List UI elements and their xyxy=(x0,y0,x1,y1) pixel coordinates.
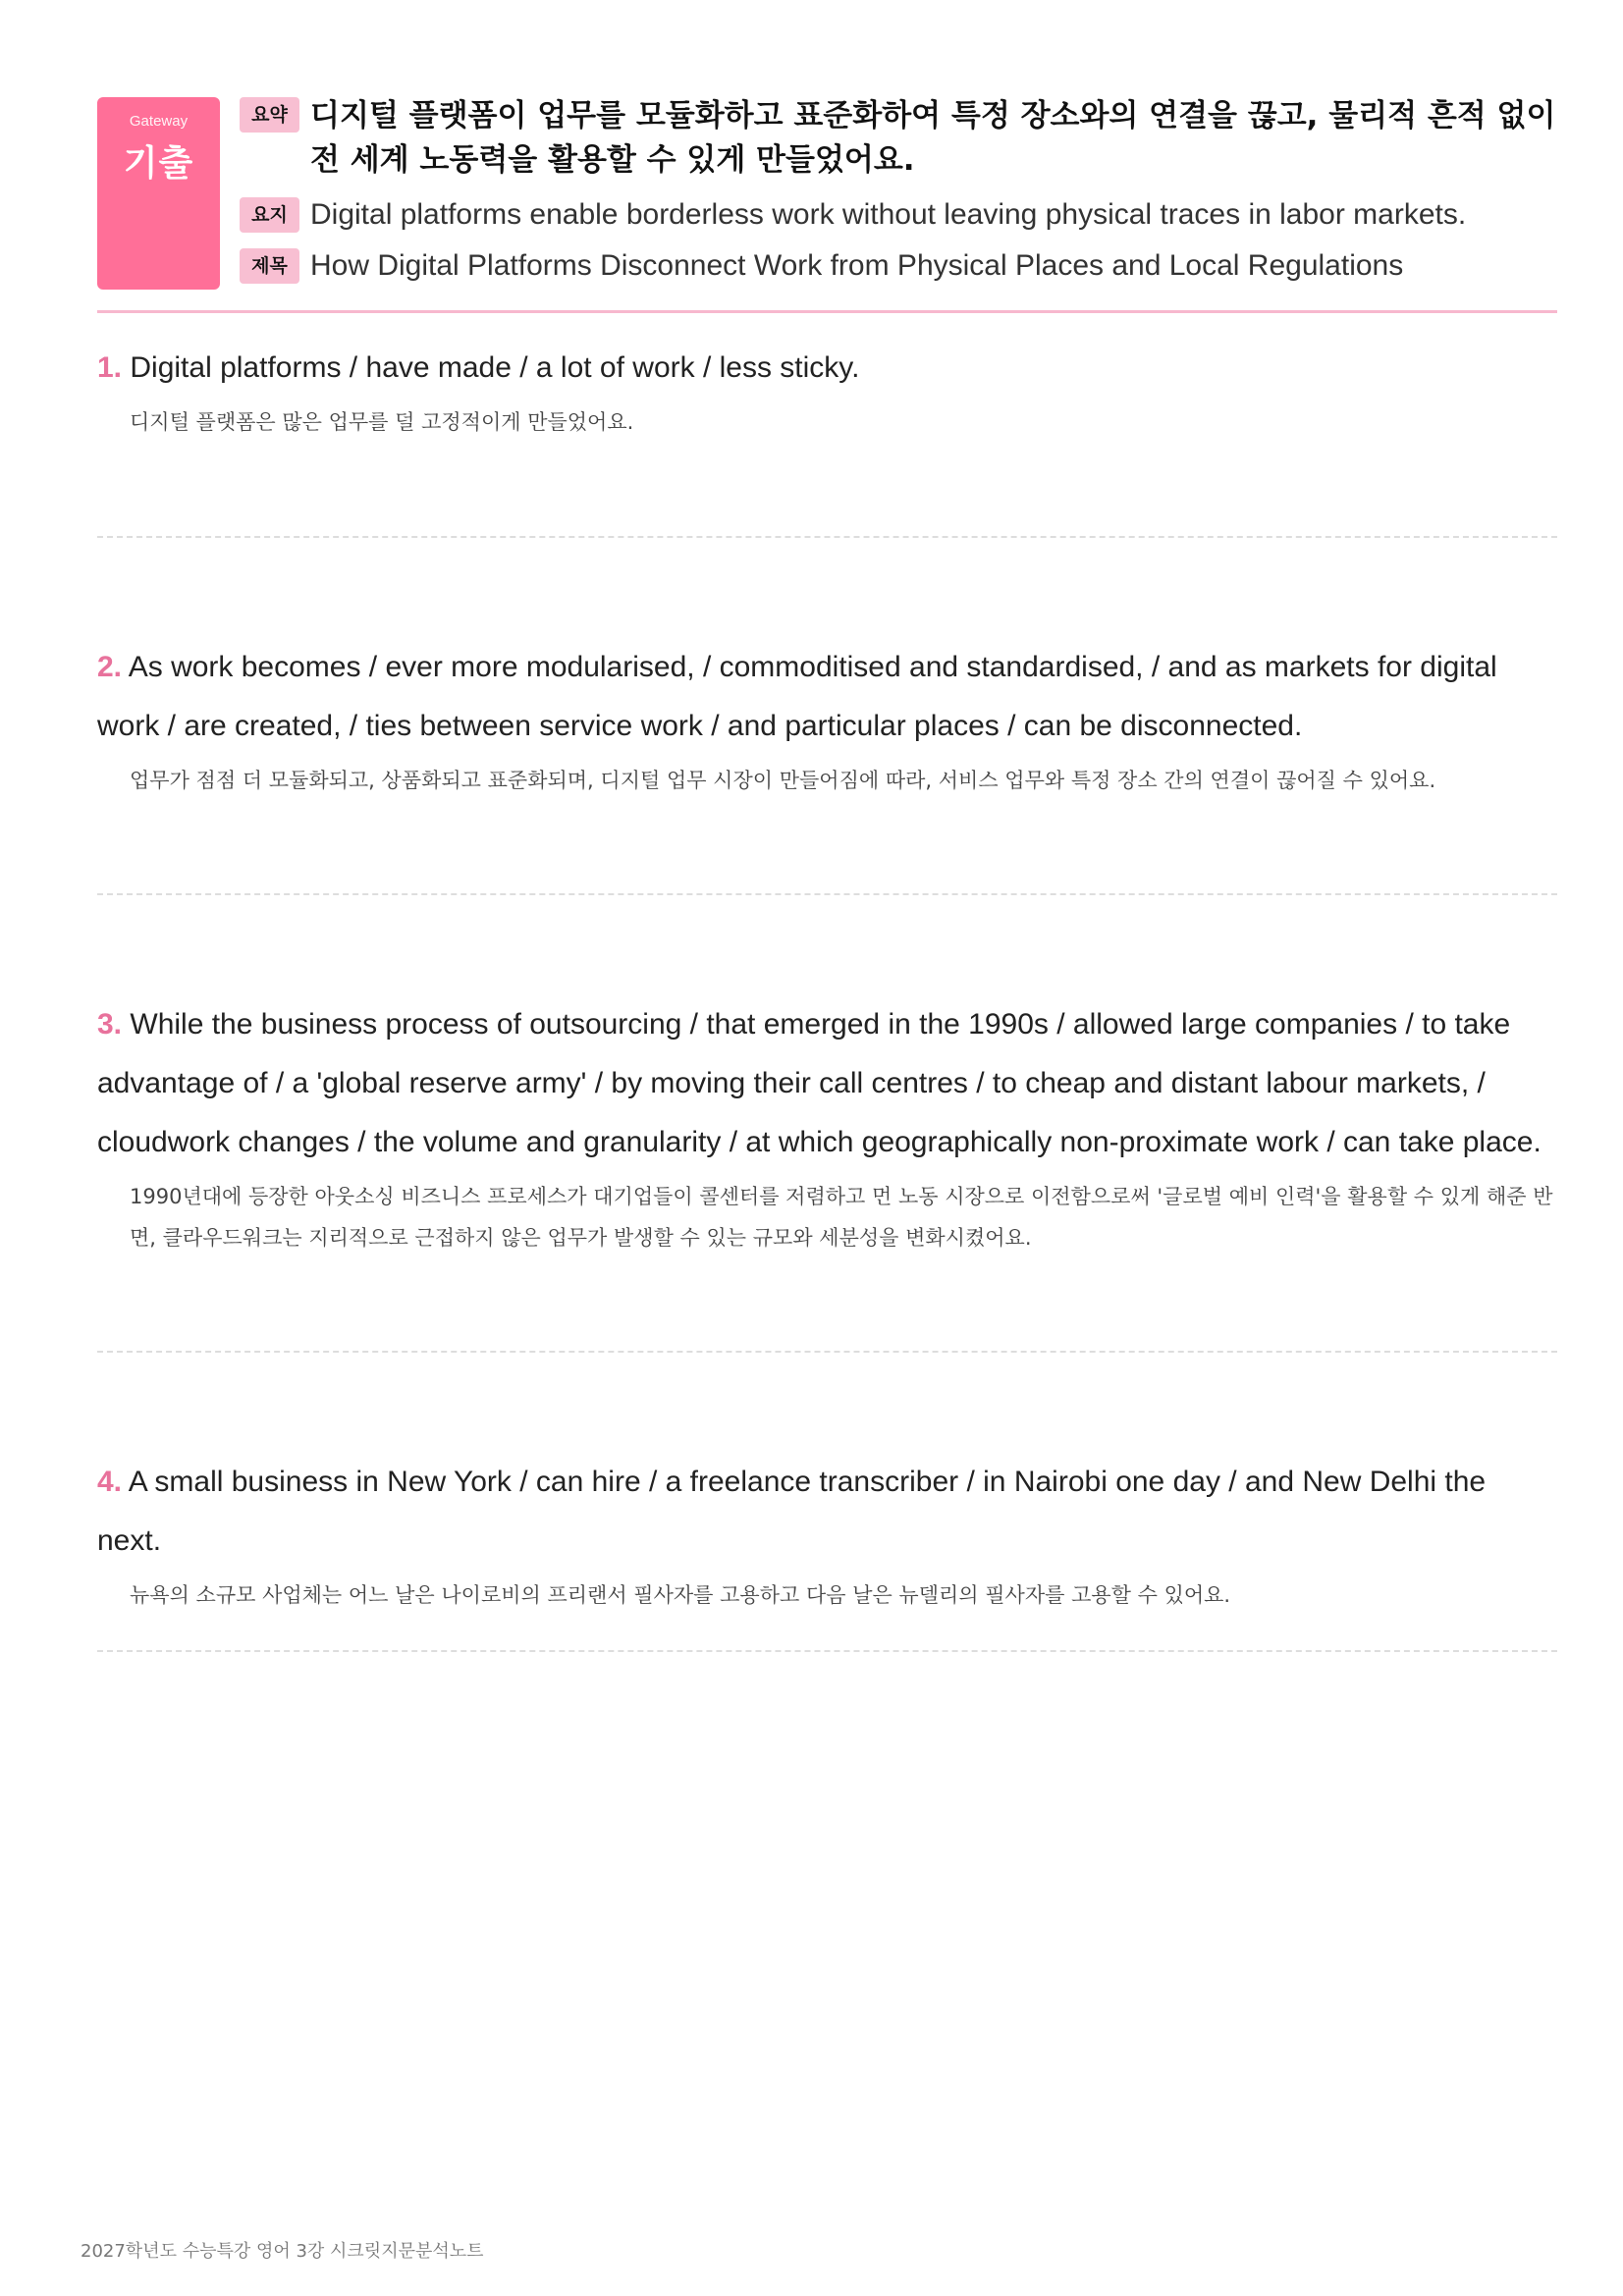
sentence-english xyxy=(97,1453,1557,1571)
sentence-english xyxy=(97,995,1557,1172)
item-divider xyxy=(97,536,1557,538)
gist-text: Digital platforms enable borderless work without leaving physical traces in labor markets. xyxy=(310,198,1467,231)
sentence-number: 1. xyxy=(97,351,123,384)
sentence-text: A small business in New York / can hire / a freelance transcriber / in Nairobi one day / and New Delhi the next. xyxy=(97,1466,1487,1557)
summary-tag: 요약 xyxy=(240,97,299,133)
sentence-translation: 1990년대에 등장한 아웃소싱 비즈니스 프로세스가 대기업들이 콜센터를 저렴하고 먼 노동 시장으로 이전함으로써 '글로벌 예비 인력'을 활용할 수 있게 해준 반면, 클라우드워크는 지리적으로 근접하지 않은 업무가 발생할 수 있는 규모와 세분성을 변화시켰어요. xyxy=(130,1185,1553,1250)
title-text: How Digital Platforms Disconnect Work from Physical Places and Local Regulations xyxy=(310,249,1404,282)
sentence-item xyxy=(97,339,1557,443)
sentence-number: 3. xyxy=(97,1008,123,1041)
badge-label: Gateway xyxy=(129,113,189,130)
sentence-number: 4. xyxy=(97,1466,123,1498)
title-tag: 제목 xyxy=(240,248,299,284)
sentence-english xyxy=(97,339,1557,398)
summary-text: 디지털 플랫폼이 업무를 모듈화하고 표준화하여 특정 장소와의 연결을 끊고, 물리적 흔적 없이 전 세계 노동력을 활용할 수 있게 만들었어요. xyxy=(310,98,1556,178)
summary-row xyxy=(240,97,1557,183)
item-divider xyxy=(97,893,1557,895)
item-divider xyxy=(97,1351,1557,1353)
sentence-text: As work becomes / ever more modularised, / commoditised and standardised, / and as markets for digital work / are created, / ties between service work / and particular places / can be disconnected. xyxy=(97,651,1497,742)
gateway-badge xyxy=(97,97,220,290)
gist-tag: 요지 xyxy=(240,197,299,233)
sentence-item xyxy=(97,638,1557,801)
badge-title: 기출 xyxy=(123,143,194,184)
sentence-translation: 뉴욕의 소규모 사업체는 어느 날은 나이로비의 프리랜서 필사자를 고용하고 다음 날은 뉴델리의 필사자를 고용할 수 있어요. xyxy=(130,1583,1231,1607)
sentence-text: While the business process of outsourcing / that emerged in the 1990s / allowed large companies / to take advantage of / a 'global reserve army' / by moving their call centres / to cheap and distant labour markets, / cloudwork changes / the volume and granularity / at which geographically non-proximate work / can take place. xyxy=(97,1008,1542,1158)
sentence-number: 2. xyxy=(97,651,123,683)
sentence-item xyxy=(97,1453,1557,1616)
sentence-translation: 디지털 플랫폼은 많은 업무를 덜 고정적이게 만들었어요. xyxy=(130,410,634,434)
sentence-text: Digital platforms / have made / a lot of work / less sticky. xyxy=(130,351,860,384)
sentence-item xyxy=(97,995,1557,1258)
item-divider xyxy=(97,1650,1557,1652)
gist-row xyxy=(240,197,1557,233)
header-divider xyxy=(97,310,1557,313)
page-footer: 2027학년도 수능특강 영어 3강 시크릿지문분석노트 xyxy=(81,2241,484,2262)
sentence-translation: 업무가 점점 더 모듈화되고, 상품화되고 표준화되며, 디지털 업무 시장이 만들어짐에 따라, 서비스 업무와 특정 장소 간의 연결이 끊어질 수 있어요. xyxy=(130,769,1436,792)
title-row xyxy=(240,248,1557,284)
sentence-english xyxy=(97,638,1557,756)
